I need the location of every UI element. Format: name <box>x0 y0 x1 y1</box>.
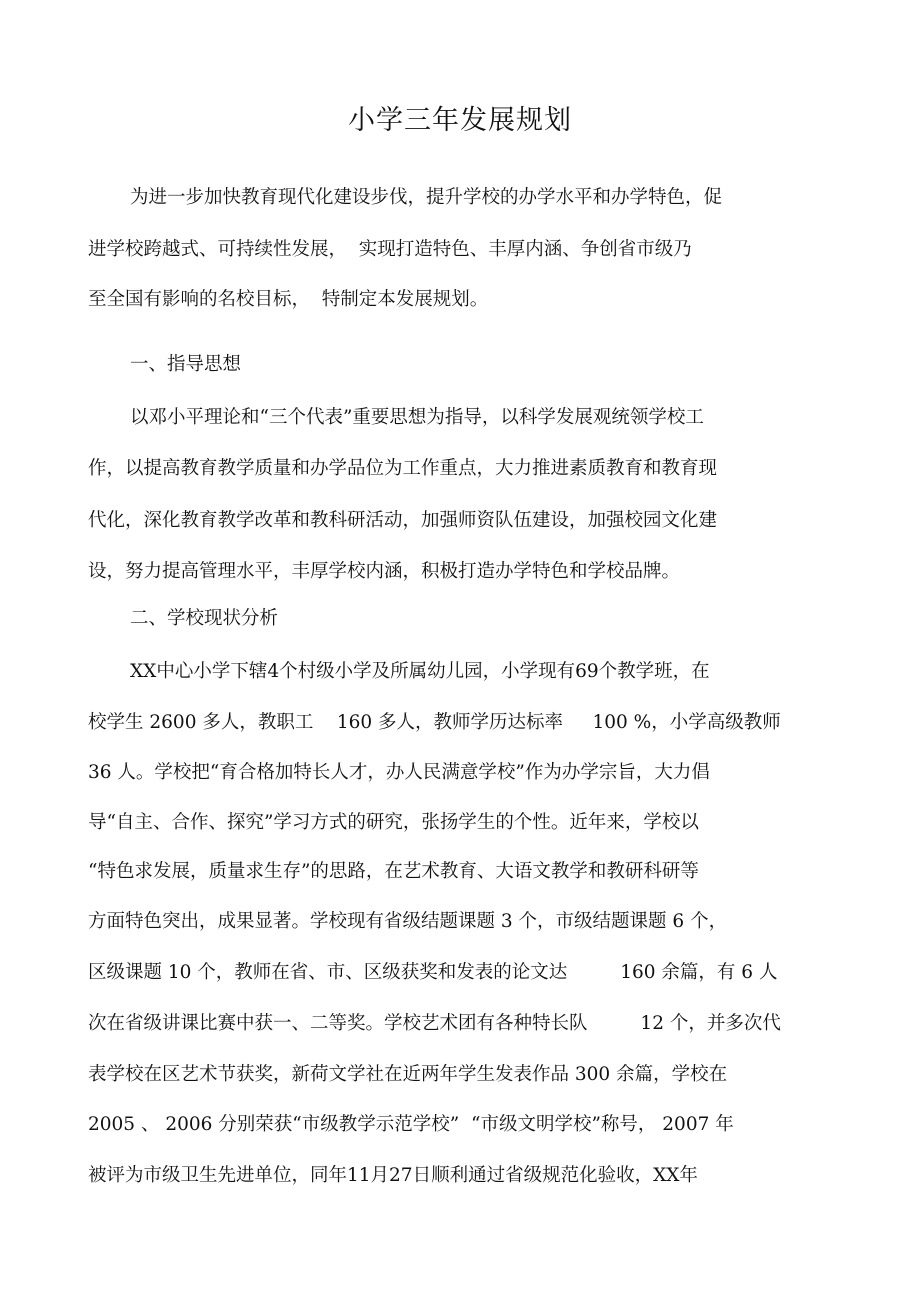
paragraph-line: 校学生 2600 多人，教职工 160 多人，教师学历达标率 100 %，小学高级教师 <box>88 712 781 733</box>
section-heading-status-analysis: 二、学校现状分析 <box>130 608 279 629</box>
paragraph-line: 设，努力提高管理水平，丰厚学校内涵，积极打造办学特色和学校品牌。 <box>88 561 681 582</box>
paragraph-line: 作，以提高教育教学质量和办学品位为工作重点，大力推进素质教育和教育现 <box>88 458 718 479</box>
paragraph-line: “特色求发展，质量求生存”的思路，在艺术教育、大语文教学和教研科研等 <box>88 861 699 882</box>
document-title: 小学三年发展规划 <box>348 105 572 136</box>
intro-line: 进学校跨越式、可持续性发展， 实现打造特色、丰厚内涵、争创省市级乃 <box>88 239 692 260</box>
paragraph-line: 区级课题 10 个，教师在省、市、区级获奖和发表的论文达 160 余篇，有 6 人 <box>88 962 778 983</box>
paragraph-line: 次在省级讲课比赛中获一、二等奖。学校艺术团有各种特长队 12 个，并多次代 <box>88 1013 781 1034</box>
paragraph-line: 表学校在区艺术节获奖，新荷文学社在近两年学生发表作品 300 余篇，学校在 <box>88 1064 728 1085</box>
section-heading-guiding-thought: 一、指导思想 <box>130 354 242 375</box>
paragraph-line: 方面特色突出，成果显著。学校现有省级结题课题 3 个，市级结题课题 6 个， <box>88 911 728 932</box>
paragraph-line: 以邓小平理论和“三个代表”重要思想为指导，以科学发展观统领学校工 <box>130 407 704 428</box>
paragraph-line: 36 人。学校把“育合格加特长人才，办人民满意学校”作为办学宗旨，大力倡 <box>88 762 710 783</box>
paragraph-line: 代化，深化教育教学改革和教科研活动，加强师资队伍建设，加强校园文化建 <box>88 510 718 531</box>
intro-line: 至全国有影响的名校目标， 特制定本发展规划。 <box>88 289 489 310</box>
paragraph-line: 被评为市级卫生先进单位，同年11月27日顺利通过省级规范化验收，XX年 <box>88 1165 698 1186</box>
intro-line: 为进一步加快教育现代化建设步伐，提升学校的办学水平和办学特色，促 <box>130 187 723 208</box>
paragraph-line: XX中心小学下辖4个村级小学及所属幼儿园，小学现有69个教学班，在 <box>130 661 710 682</box>
paragraph-line: 导“自主、合作、探究”学习方式的研究，张扬学生的个性。近年来，学校以 <box>88 812 699 833</box>
paragraph-line: 2005 、 2006 分别荣获“市级教学示范学校” “市级文明学校”称号， 2007 年 <box>88 1114 734 1135</box>
